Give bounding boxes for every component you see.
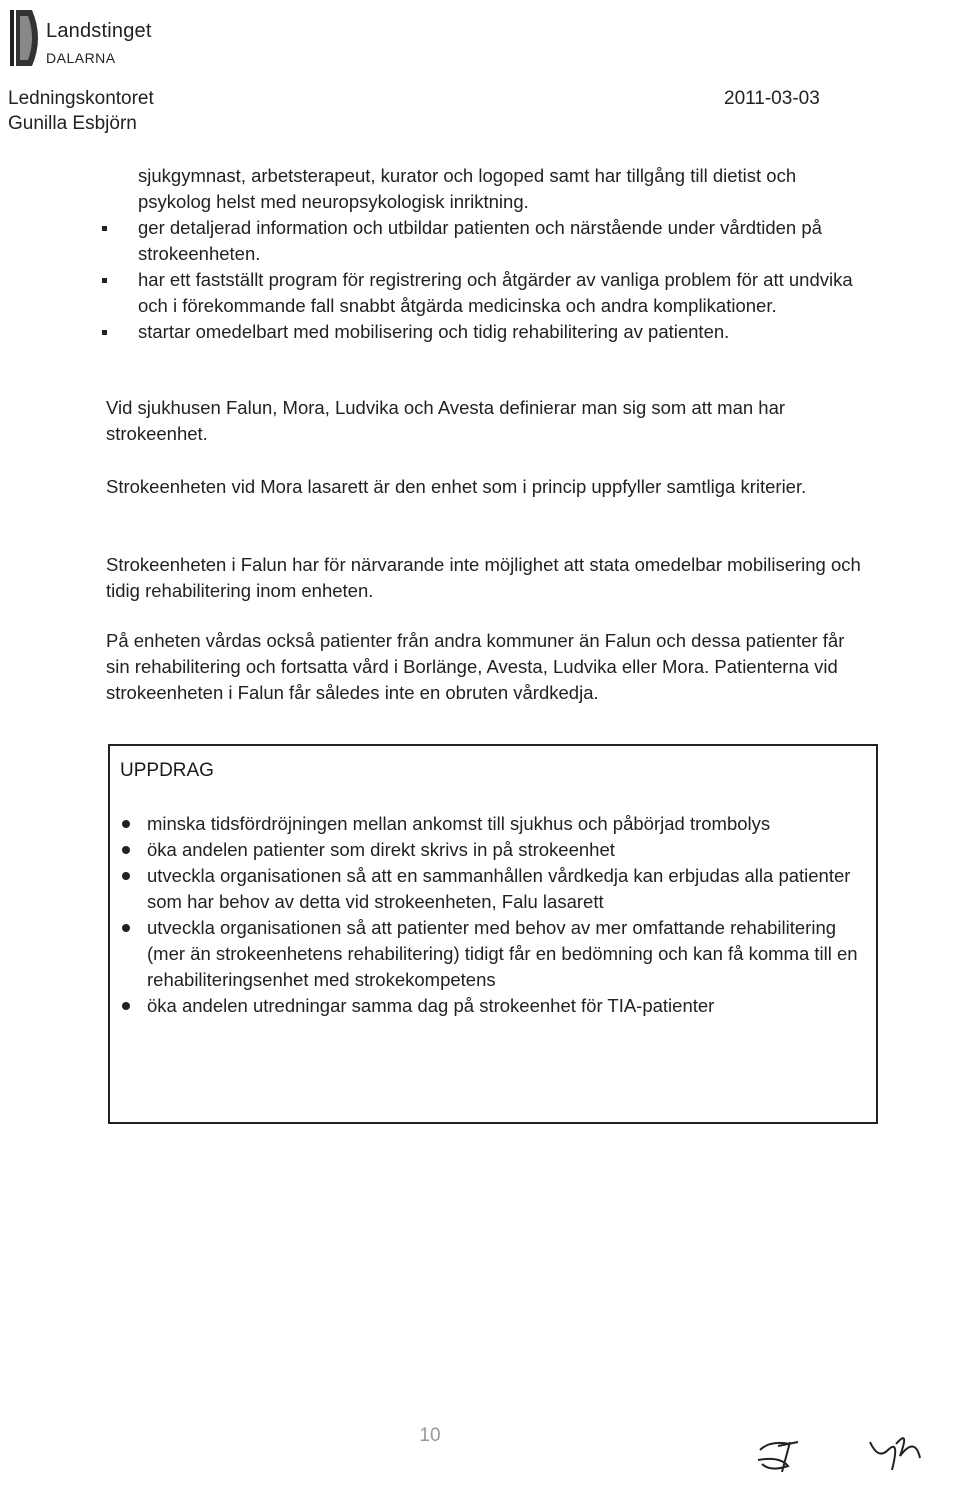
handwritten-initials-icon [750, 1420, 940, 1480]
paragraph: Vid sjukhusen Falun, Mora, Ludvika och Avesta definierar man sig som att man har strokeenhet. [106, 397, 786, 444]
list-item [100, 215, 860, 267]
list-item-text: utveckla organisationen så att en sammanhållen vårdkedja kan erbjudas alla patienter som har behov av detta vid strokeenheten, Falu lasarett [147, 865, 851, 912]
paragraph: På enheten vårdas också patienter från andra kommuner än Falun och dessa patienter får sin rehabilitering och fortsatta vård i Borlänge, Avesta, Ludvika eller Mora. Patienterna vid strokeenheten i Falun får således inte en obruten vårdkedja. [106, 630, 845, 703]
list-item-text: utveckla organisationen så att patienter med behov av mer omfattande rehabilitering (mer än strokeenhetens rehabilitering) tidigt får en bedömning och kan få komma till en rehabiliteringsenhet med strokekompetens [147, 917, 858, 990]
list-item-text: har ett fastställt program för registrering och åtgärder av vanliga problem för att undvika och i förekommande fall snabbt åtgärda medicinska och andra komplikationer. [138, 269, 853, 316]
list-item-text: öka andelen utredningar samma dag på strokeenhet för TIA-patienter [147, 995, 715, 1016]
document-date: 2011-03-03 [724, 88, 820, 109]
square-bullet-icon [102, 330, 107, 335]
paragraph: Strokeenheten i Falun har för närvarande inte möjlighet att stata omedelbar mobilisering och tidig rehabilitering inom enheten. [106, 554, 861, 601]
list-item [120, 837, 860, 863]
list-item-text: minska tidsfördröjningen mellan ankomst till sjukhus och påbörjad trombolys [147, 813, 771, 834]
round-bullet-icon [122, 872, 130, 880]
logo-name: Landstinget [46, 20, 152, 42]
square-bullet-icon [102, 278, 107, 283]
page-number: 10 [419, 1425, 441, 1446]
list-item [100, 319, 860, 345]
list-item-text: ger detaljerad information och utbildar patienten och närstående under vårdtiden på strokeenheten. [138, 217, 822, 264]
list-item [120, 915, 860, 993]
uppdrag-title: UPPDRAG [120, 760, 214, 781]
author-name: Gunilla Esbjörn [8, 113, 137, 134]
list-item-text: öka andelen patienter som direkt skrivs in på strokeenhet [147, 839, 615, 860]
uppdrag-list [120, 811, 860, 1019]
list-item-text: sjukgymnast, arbetsterapeut, kurator och logoped samt har tillgång till dietist och psykolog helst med neuropsykologisk inriktning. [138, 165, 797, 212]
office-name: Ledningskontoret [8, 88, 154, 109]
list-item [120, 811, 860, 837]
round-bullet-icon [122, 846, 130, 854]
criteria-list [100, 163, 860, 345]
round-bullet-icon [122, 924, 130, 932]
list-item [120, 863, 860, 915]
logo-region: DALARNA [46, 50, 116, 66]
list-item [100, 267, 860, 319]
square-bullet-icon [102, 226, 107, 231]
paragraph: Strokeenheten vid Mora lasarett är den enhet som i princip uppfyller samtliga kriterier. [106, 476, 807, 497]
list-item [100, 163, 860, 215]
logo-mark-icon [10, 8, 44, 68]
landstinget-logo [10, 8, 220, 68]
uppdrag-box [108, 744, 878, 1124]
list-item [120, 993, 860, 1019]
round-bullet-icon [122, 820, 130, 828]
round-bullet-icon [122, 1002, 130, 1010]
list-item-text: startar omedelbart med mobilisering och tidig rehabilitering av patienten. [138, 321, 730, 342]
